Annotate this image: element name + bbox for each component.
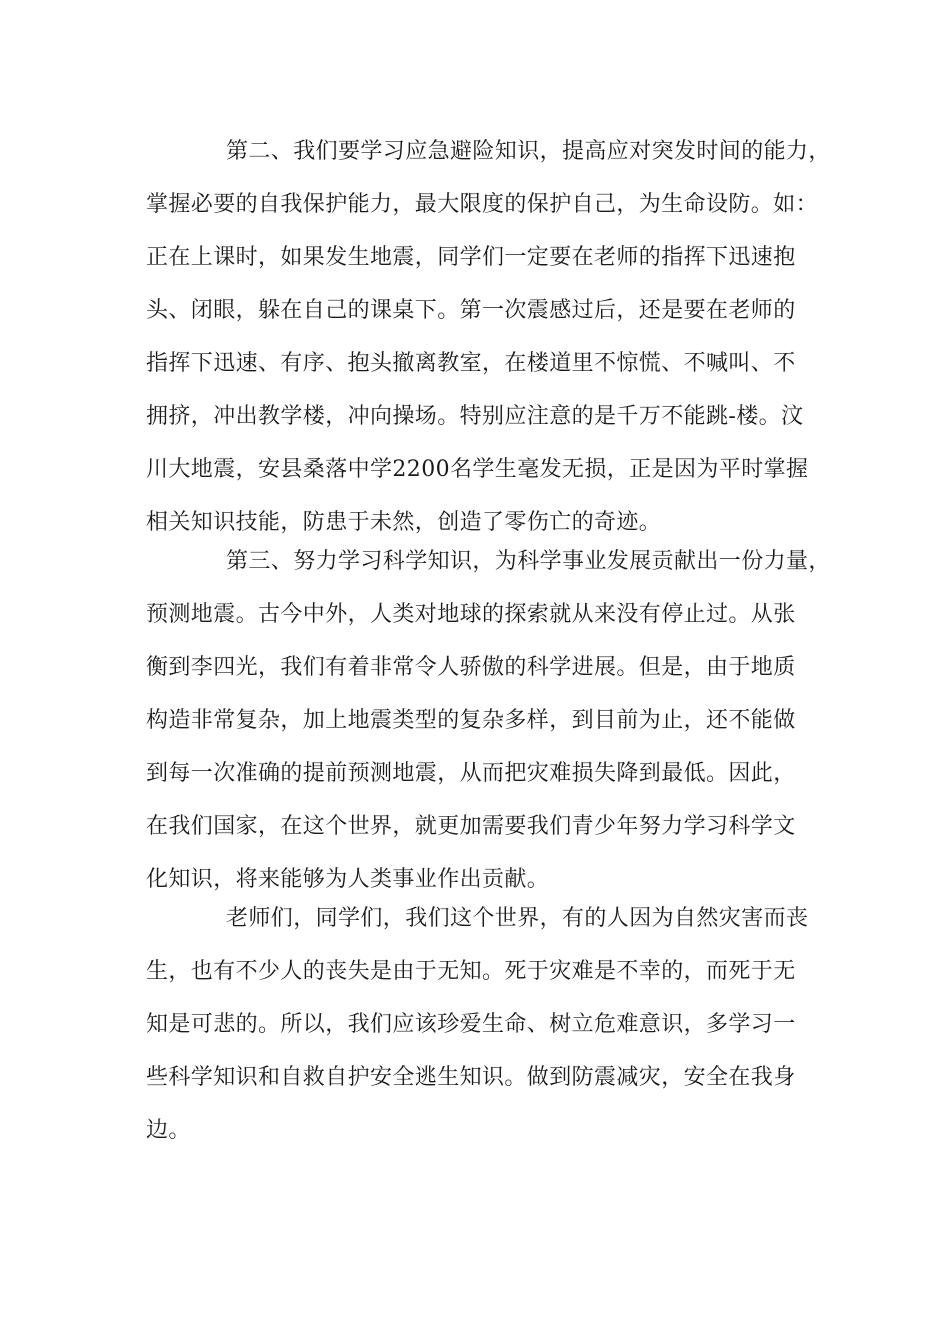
text-line: 正在上课时，如果发生地震，同学们一定要在老师的指挥下迅速抱: [146, 245, 796, 270]
text-line: 第二、我们要学习应急避险知识，提高应对突发时间的能力，: [226, 139, 831, 164]
text-line: 构造非常复杂，加上地震类型的复杂多样，到目前为止，还不能做: [146, 708, 796, 733]
text-line: 到每一次准确的提前预测地震，从而把灾难损失降到最低。因此，: [146, 761, 796, 786]
text-line: 老师们，同学们，我们这个世界，有的人因为自然灾害而丧: [226, 906, 809, 931]
text-line: 相关知识技能，防患于未然，创造了零伤亡的奇迹。: [146, 510, 662, 535]
text-line: 衡到李四光，我们有着非常令人骄傲的科学进展。但是，由于地质: [146, 655, 796, 680]
text-line: 拥挤，冲出教学楼，冲向操场。特别应注意的是千万不能跳-楼。汶: [146, 404, 804, 429]
text-line: 知是可悲的。所以，我们应该珍爱生命、树立危难意识，多学习一: [146, 1012, 796, 1037]
text-line: 头、闭眼，躲在自己的课桌下。第一次震感过后，还是要在老师的: [146, 298, 796, 323]
text-line: 在我们国家，在这个世界，就更加需要我们青少年努力学习科学文: [146, 814, 796, 839]
text-line: 掌握必要的自我保护能力，最大限度的保护自己，为生命设防。如：: [146, 192, 819, 217]
text-line: 化知识，将来能够为人类事业作出贡献。: [146, 867, 550, 892]
paragraph-science-knowledge: [146, 535, 836, 906]
paragraph-closing: [146, 892, 836, 1157]
text-line: 川大地震，安县桑落中学2200名学生毫发无损，正是因为平时掌握: [146, 457, 809, 482]
paragraph-safety-knowledge: [146, 125, 836, 549]
text-line: 边。: [146, 1118, 191, 1143]
text-line: 生，也有不少人的丧失是由于无知。死于灾难是不幸的，而死于无: [146, 959, 796, 984]
text-line: 预测地震。古今中外，人类对地球的探索就从来没有停止过。从张: [146, 602, 796, 627]
text-line: 指挥下迅速、有序、抱头撤离教室，在楼道里不惊慌、不喊叫、不: [146, 351, 796, 376]
text-line: 第三、努力学习科学知识，为科学事业发展贡献出一份力量，: [226, 549, 831, 574]
text-line: 些科学知识和自救自护安全逃生知识。做到防震减灾，安全在我身: [146, 1065, 796, 1090]
